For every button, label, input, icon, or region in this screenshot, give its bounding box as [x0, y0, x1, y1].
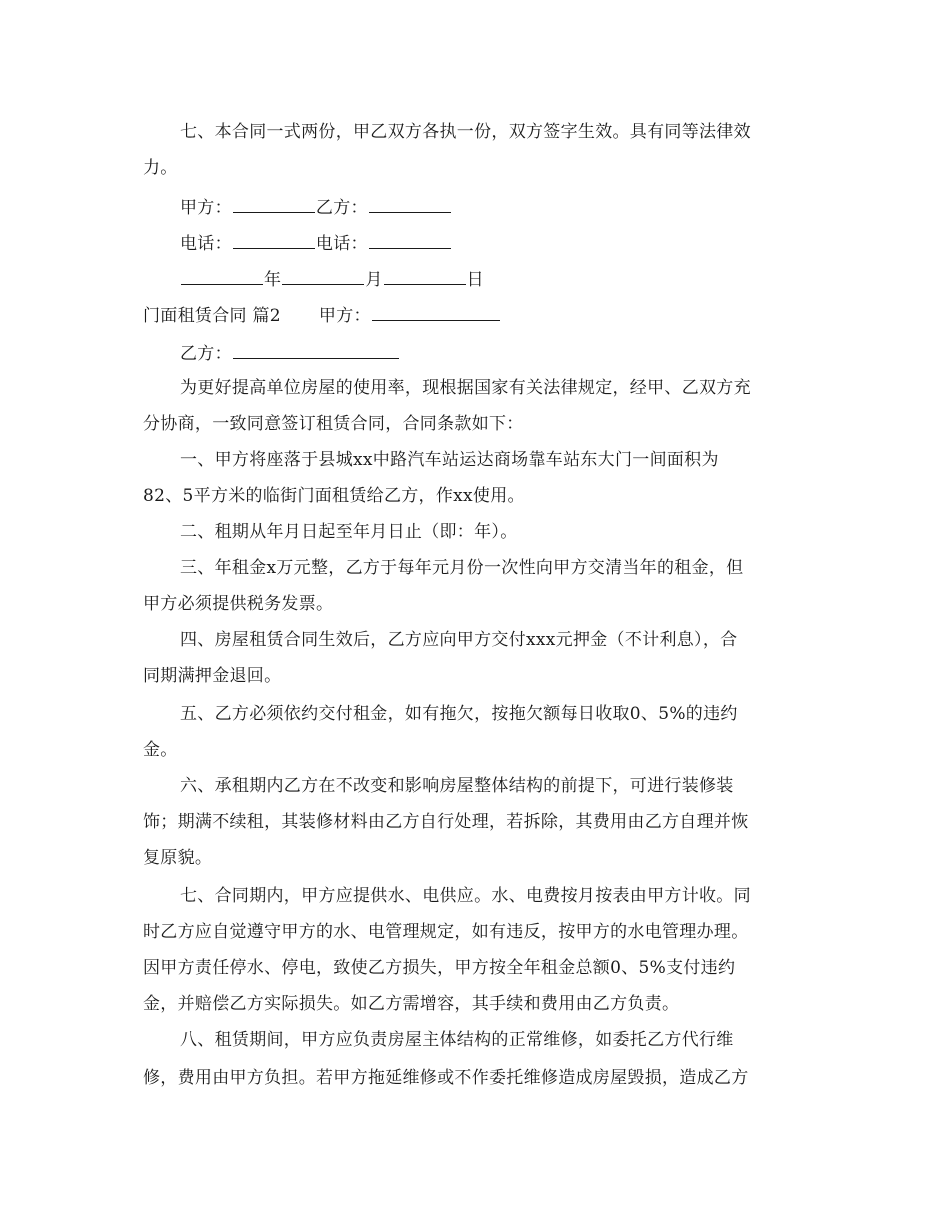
preamble-line-1 [180, 377, 751, 399]
clause-7-line-2 [143, 921, 749, 943]
clause-4-line-1 [180, 629, 737, 651]
clause-8-line-2 [143, 1067, 749, 1089]
clause-5-line-1 [180, 703, 738, 725]
phone-b-label: 电话： [315, 234, 368, 254]
text: 一、甲方将座落于县城xx中路汽车站运达商场靠车站东大门一间面积为 [180, 450, 719, 470]
month-label: 月 [365, 270, 383, 290]
paragraph-7-line-1 [180, 121, 751, 143]
year-label: 年 [264, 270, 282, 290]
text: 分协商，一致同意签订租赁合同，合同条款如下： [143, 414, 524, 434]
text: 七、合同期内，甲方应提供水、电供应。水、电费按月按表由甲方计收。同 [180, 886, 751, 906]
party-b-label: 乙方： [180, 344, 232, 364]
month-blank [282, 267, 364, 285]
party-b-blank [233, 341, 399, 359]
text: 饰；期满不续租，其装修材料由乙方自行处理，若拆除，其费用由乙方自理并恢 [143, 812, 749, 832]
text: 金。 [143, 740, 178, 760]
party-a-blank [233, 195, 315, 213]
signature-line-parties [180, 195, 452, 219]
preamble-line-2 [143, 413, 524, 435]
clause-6-line-3 [143, 847, 212, 869]
paragraph-7-line-2 [143, 157, 178, 179]
text: 甲方必须提供税务发票。 [143, 594, 334, 614]
clause-3-line-2 [143, 593, 333, 615]
party-b-blank [369, 195, 451, 213]
clause-8-line-1 [180, 1029, 734, 1051]
party-a-blank [372, 303, 500, 321]
year-blank [181, 267, 263, 285]
text: 八、租赁期间，甲方应负责房屋主体结构的正常维修，如委托乙方代行维 [180, 1030, 734, 1050]
clause-7-line-4 [143, 993, 679, 1015]
text: 六、承租期内乙方在不改变和影响房屋整体结构的前提下，可进行装修装 [180, 776, 734, 796]
clause-2-line-1 [180, 521, 518, 543]
phone-b-blank [369, 231, 451, 249]
text: 因甲方责任停水、停电，致使乙方损失，甲方按全年租金总额0、5%支付违约 [143, 958, 736, 978]
text: 时乙方应自觉遵守甲方的水、电管理规定，如有违反，按甲方的水电管理办理。 [143, 922, 749, 942]
text: 二、租期从年月日起至年月日止（即：年）。 [180, 522, 518, 542]
day-label: 日 [466, 270, 484, 290]
text: 力。 [143, 158, 178, 178]
party-b-line [180, 341, 400, 365]
text: 同期满押金退回。 [143, 666, 282, 686]
contract-2-heading [143, 303, 501, 327]
clause-6-line-2 [143, 811, 749, 833]
clause-1-line-2 [143, 485, 525, 507]
clause-4-line-2 [143, 665, 281, 687]
clause-7-line-1 [180, 885, 751, 907]
party-a-label: 甲方： [318, 306, 371, 326]
text: 修，费用由甲方负担。若甲方拖延维修或不作委托维修造成房屋毁损，造成乙方 [143, 1068, 749, 1088]
text: 82、5平方米的临街门面租赁给乙方，作xx使用。 [143, 486, 525, 506]
day-blank [384, 267, 466, 285]
phone-a-blank [233, 231, 315, 249]
text: 七、本合同一式两份，甲乙双方各执一份，双方签字生效。具有同等法律效 [180, 122, 751, 142]
party-b-label: 乙方： [315, 198, 368, 218]
phone-a-label: 电话： [180, 234, 232, 254]
text: 五、乙方必须依约交付租金，如有拖欠，按拖欠额每日收取0、5%的违约 [180, 704, 738, 724]
clause-7-line-3 [143, 957, 735, 979]
text: 为更好提高单位房屋的使用率，现根据国家有关法律规定，经甲、乙双方充 [180, 378, 751, 398]
text: 金，并赔偿乙方实际损失。如乙方需增容，其手续和费用由乙方负责。 [143, 994, 680, 1014]
signature-line-date [180, 267, 484, 291]
clause-1-line-1 [180, 449, 719, 471]
text: 三、年租金x万元整，乙方于每年元月份一次性向甲方交清当年的租金，但 [180, 558, 744, 578]
clause-5-line-2 [143, 739, 178, 761]
clause-6-line-1 [180, 775, 734, 797]
text: 四、房屋租赁合同生效后，乙方应向甲方交付xxx元押金（不计利息），合 [180, 630, 738, 650]
contract-title: 门面租赁合同 篇2 [143, 306, 281, 326]
signature-line-phones [180, 231, 452, 255]
text: 复原貌。 [143, 848, 213, 868]
party-a-label: 甲方： [180, 198, 232, 218]
clause-3-line-1 [180, 557, 744, 579]
